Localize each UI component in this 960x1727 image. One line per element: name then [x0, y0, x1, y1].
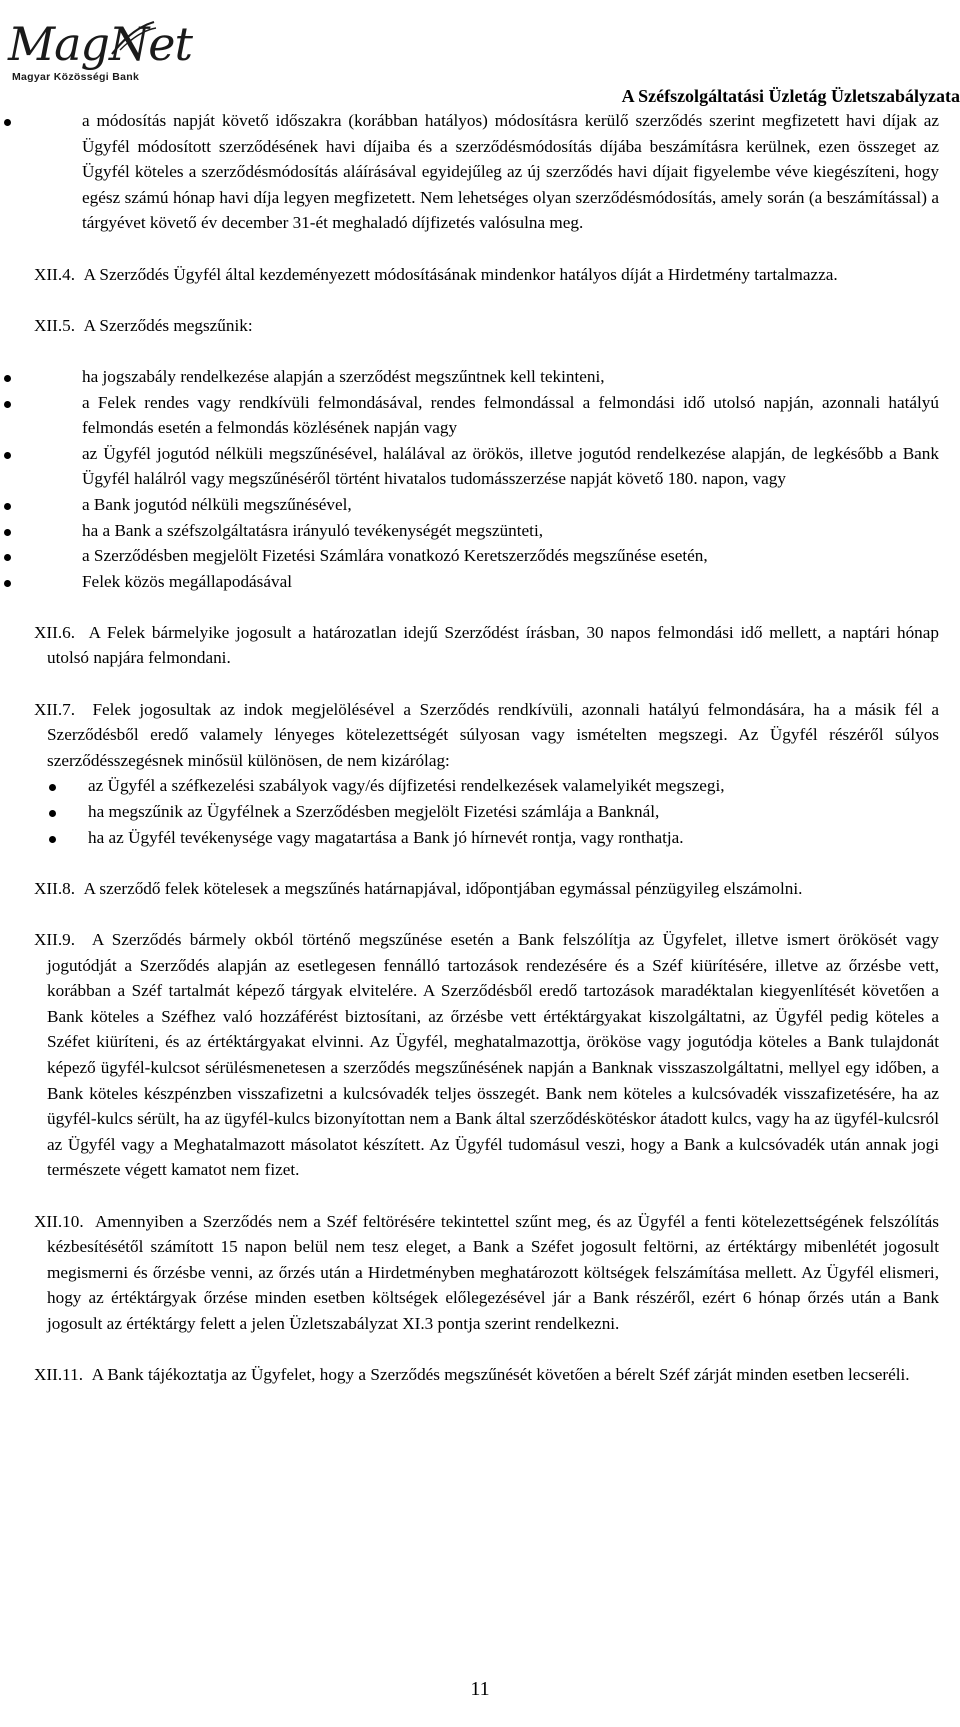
list-item: ha jogszabály rendelkezése alapján a szerződést megszűntnek kell tekinteni, — [0, 364, 960, 390]
section-number: XII.7. — [34, 699, 76, 719]
bullet-icon — [4, 375, 11, 382]
section-number: XII.6. — [34, 622, 76, 642]
section-xii-10 — [0, 1209, 960, 1337]
document-header-title: A Széfszolgáltatási Üzletág Üzletszabályzata — [621, 86, 960, 106]
bank-logo — [8, 16, 192, 86]
section-number: XII.5. — [34, 315, 76, 335]
continued-bullet-item — [0, 108, 960, 236]
list-item: a Felek rendes vagy rendkívüli felmondásával, rendes felmondással a felmondási idő utolsó napján, azonnali hatályú felmondás esetén a felmondás közlésének napján vagy — [0, 390, 960, 441]
breach-cases-list — [0, 773, 960, 850]
section-xii-11 — [0, 1362, 960, 1388]
section-text: A Szerződés megszűnik: — [83, 315, 253, 335]
section-number: XII.10. — [34, 1211, 84, 1231]
page-number: 11 — [470, 1678, 490, 1700]
bullet-icon — [49, 784, 56, 791]
list-item: ha megszűnik az Ügyfélnek a Szerződésben megjelölt Fizetési számlája a Banknál, — [0, 799, 960, 825]
bullet-text: a módosítás napját követő időszakra (korábban hatályos) módosításra kerülő szerződés szerint megfizetett havi díjak az Ügyfél módosított szerződésének havi díjaiba és a szerződésmódosítás díjába beszámításra kerülnek, ezen összeget az Ügyfél köteles a szerződésmódosítás aláírásával egyidejűleg az új szerződés havi díjait figyelembe véve kiegészíteni, hogy egész számú hónap havi díja legyen megfizetett. Nem lehetséges olyan szerződésmódosítás, amely során (a beszámítással) a tárgyévet követő év december 31-ét meghaladó díjfizetés valósulna meg. — [82, 111, 939, 233]
logo-subtitle: Magyar Közösségi Bank — [12, 71, 140, 83]
list-item: a Bank jogutód nélküli megszűnésével, — [0, 492, 960, 518]
list-item: az Ügyfél a széfkezelési szabályok vagy/és díjfizetési rendelkezések valamelyikét megszegi, — [0, 773, 960, 799]
section-text: Felek jogosultak az indok megjelölésével a Szerződés rendkívüli, azonnali hatályú felmondására, ha a másik fél a Szerződésből eredő valamely lényeges kötelezettségét súlyosan vagy ismételten megszegi. Az Ügyfél részéről súlyos szerződésszegésnek minősül különösen, de nem kizárólag: — [47, 699, 940, 770]
section-xii-4 — [0, 262, 960, 288]
section-text: A Felek bármelyike jogosult a határozatlan idejű Szerződést írásban, 30 napos felmondási idő mellett, a naptári hónap utolsó napjára felmondani. — [47, 622, 939, 668]
list-item: a Szerződésben megjelölt Fizetési Számlára vonatkozó Keretszerződés megszűnése esetén, — [0, 543, 960, 569]
section-number: XII.11. — [34, 1365, 84, 1385]
bullet-icon — [4, 529, 11, 536]
section-xii-7 — [0, 697, 960, 774]
bullet-icon — [4, 580, 11, 587]
section-number: XII.9. — [34, 930, 76, 949]
list-item: ha az Ügyfél tevékenysége vagy magatartása a Bank jó hírnevét rontja, vagy ronthatja. — [0, 825, 960, 851]
bullet-icon — [49, 810, 56, 817]
logo-wordmark: MagNet — [8, 17, 192, 71]
section-text: A Bank tájékoztatja az Ügyfelet, hogy a Szerződés megszűnését követően a bérelt Széf zárját minden esetben lecseréli. — [91, 1365, 910, 1385]
bullet-icon — [4, 401, 11, 408]
bullet-icon — [4, 503, 11, 510]
section-text: A szerződő felek kötelesek a megszűnés határnapjával, időpontjában egymással pénzügyileg elszámolni. — [83, 878, 803, 898]
bullet-icon — [4, 452, 11, 459]
section-xii-6 — [0, 620, 960, 671]
section-text: Amennyiben a Szerződés nem a Széf feltörésére tekintettel szűnt meg, és az Ügyfél a fenti kötelezettségének felszólítás kézbesítésétől számított 15 napon belül nem tesz eleget, a Bank a Széfet jogosult feltörni, az értéktárgy mibenlétét jogosult megismerni és őrzésbe venni, az őrzés után a Hirdetményben meghatározott költségek felszámítása mellett. Az Ügyfél elismeri, hogy az értéktárgyak őrzése minden esetben költségek előlegezésével jár a Bank részéről, ezért 6 hónap őrzés után a Bank jogosult az értéktárgy felett a jelen Üzletszabályzat XI.3 pontja szerint rendelkezni. — [47, 1211, 939, 1333]
section-xii-8 — [0, 876, 960, 902]
section-xii-9 — [0, 927, 960, 1183]
section-xii-5 — [0, 313, 960, 339]
section-number: XII.4. — [34, 264, 76, 284]
list-item: ha a Bank a széfszolgáltatásra irányuló tevékenységét megszünteti, — [0, 518, 960, 544]
section-text: A Szerződés Ügyfél által kezdeményezett módosításának mindenkor hatályos díját a Hirdetmény tartalmazza. — [83, 264, 838, 284]
list-item: az Ügyfél jogutód nélküli megszűnésével, halálával az örökös, illetve jogutód rendelkezése alapján, de legkésőbb a Bank Ügyfél halálról vagy megszűnéséről történt hivatalos tudomásszerzése napját követő 180. napon, vagy — [0, 441, 960, 492]
bullet-icon — [4, 119, 11, 126]
bullet-icon — [49, 836, 56, 843]
document-body — [0, 108, 960, 1388]
list-item: Felek közös megállapodásával — [0, 569, 960, 595]
termination-cases-list — [0, 364, 960, 594]
section-number: XII.8. — [34, 878, 76, 898]
section-text: A Szerződés bármely okból történő megszűnése esetén a Bank felszólítja az Ügyfelet, illetve ismert örökösét vagy jogutódját a Szerződés alapján az esetlegesen fennálló tartozások rendezésére és a Széf kiürítésére, illetve az őrzésbe vett, korábban a Széf tartalmát képező tárgyak elvitelére. A Szerződésből eredő tartozások maradéktalan kiegyenlítését követően a Bank köteles a Széfhez való hozzáférést biztosítani, az őrzésbe vett értéktárgyakat kiszolgáltatni, az Ügyfél pedig köteles a Széfet kiüríteni, és az értéktárgyakat elvinni. Az Ügyfél, meghatalmazottja, örököse vagy jogutódja köteles a Bank tulajdonát képező ügyfél-kulcsot sérülésmenetesen a szerződés megszűnésének napján a Banknak visszaszolgáltatni, mellyel egy időben, a Bank köteles készpénzben visszafizetni a kulcsóvadék teljes összegét. Bank nem köteles a kulcsóvadék visszafizetésére, ha az ügyfél-kulcs sérült, ha az ügyfél-kulcs bizonyítottan nem a Bank által szerződéskötéskor átadott kulcs, vagy ha az ügyfél-kulcsról az Ügyfél vagy a Meghatalmazott másolatot készített. Az Ügyfél tudomásul veszi, hogy a Bank a kulcsóvadék után annak jogi természete végett kamatot nem fizet. — [47, 930, 940, 1180]
bullet-icon — [4, 554, 11, 561]
